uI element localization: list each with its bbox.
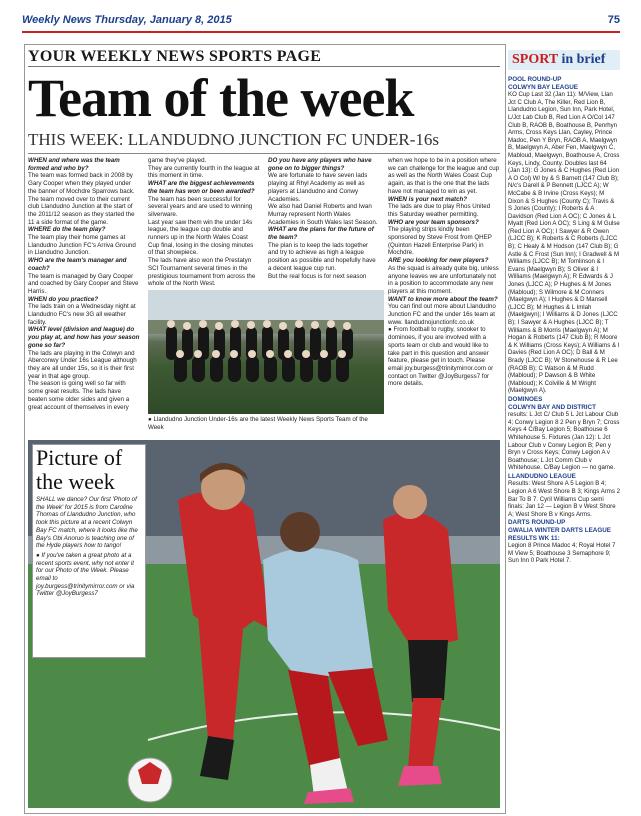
paragraph: The lads are due to play Rhos United this Saturday weather permitting. <box>388 203 491 218</box>
paragraph: The lads train on a Wednesday night at Llandudno FC's new 3G all weather facility. <box>28 303 136 326</box>
brief-heading: DARTS ROUND-UP <box>508 519 566 527</box>
paragraph: As the squad is already quite big, unless anyone leaves we are unfortunately not in a position to accommodate any new players at this moment. <box>388 264 499 295</box>
paragraph: game they've played. <box>148 157 207 164</box>
brief-text: results: L Jct C/ Club 5 L Jct Labour Club 4; Conwy Legion 8 2 Pen y Bryn 7; Cross Keys 4 C/Bay Legion 5; Boathouse 6 Whitehouse 5. Fixtures (Jan 12): L Jct Labour Club v Conwy Legion B; Pen y Bryn v Cross Keys; Conwy Legion A v Boathouse; L Jct Comm Club v Whitehouse. C/Bay Legion — no game. <box>508 411 620 472</box>
subheadline: THIS WEEK: LLANDUDNO JUNCTION FC UNDER-16s <box>28 130 500 154</box>
paragraph: The team was formed back in 2008 by Gary Cooper when they played under the banner of Mochdre Sparrows back. <box>28 172 135 195</box>
paragraph: WHO are the team's manager and coach? <box>28 257 127 272</box>
sidebar-title-in-brief: in brief <box>561 52 606 67</box>
paragraph: But the real focus is for next season <box>268 272 367 280</box>
brief-heading: COLWYN BAY AND DISTRICT <box>508 403 596 411</box>
masthead-title: Weekly News Thursday, January 8, 2015 <box>22 14 232 26</box>
paragraph: ARE you looking for new players? <box>388 257 489 265</box>
paragraph: when we hope to be in a position where we can challenge for the league and cup as well as the North Wales Coast Cup again, as that is the one that the lads have not managed to win as yet. <box>388 157 500 195</box>
picture-of-the-week-text <box>36 496 140 600</box>
paragraph: They are currently fourth in the league at this moment in time. <box>148 164 260 180</box>
paragraph: The playing strips kindly been sponsored by Steve Frost from QHEP (Quinton Hazell Enterprise Park) in Mochdre. <box>388 226 492 257</box>
paragraph: WHAT level (division and league) do you play at, and how has your season gone so far? <box>28 326 140 349</box>
paragraph: ● If you've taken a great photo at a recent sports event, why not enter it for our Photo of the Week. Please email to joy.burgess@trinitymirror.com or via Twitter @JoyBurgess7 <box>36 551 135 598</box>
team-photo <box>148 290 384 414</box>
brief-heading: COLWYN BAY LEAGUE <box>508 83 578 91</box>
brief-text: Results: West Shore A 5 Legion B 4; Legion A 6 West Shore B 3; Kings Arms 2 Bar To B 7. Cyril Williams Cup semi finals: Jan 12 — Legion B v West Shore A; West Shore B v Kings Arms. <box>508 480 621 518</box>
headline: Team of the week <box>28 68 414 128</box>
brief-text: Legion 8 Prince Madoc 4; Royal Hotel 7 M View 5; Boathouse 3 Semaphore 9; Sun Inn 0 Park Hotel 7. <box>508 542 616 565</box>
team-photo-caption: ● Llandudno Junction Under-16s are the latest Weekly News Sports Team of the Week <box>148 416 368 431</box>
article-column-2 <box>148 157 260 289</box>
paragraph: DO you have any players who have gone on to bigger things? <box>268 157 372 172</box>
paragraph: The lads have also won the Prestatyn SCI Tournament several times in the prestigious tournament from across the whole of the North West. <box>148 257 256 288</box>
paragraph: The team moved over to their current club Llandudno Junction at the start of the 2011/12 season as they started the 11 a side format of the game. <box>28 195 135 226</box>
paragraph: The season is going well so far with some great results. The lads have beaten some older sides and given a great account of themselves in every <box>28 380 130 411</box>
paragraph: WHEN and where was the team formed and who by? <box>28 157 120 172</box>
brief-heading: LLANDUDNO LEAGUE <box>508 472 576 480</box>
paragraph: The team has been successful for several years and are used to winning silverware. <box>148 195 253 218</box>
brief-heading: GWALIA WINTER DARTS LEAGUE RESULTS WK 11: <box>508 527 611 542</box>
paragraph: WANT to know more about the team? <box>388 295 498 303</box>
paragraph: WHEN is your next match? <box>388 195 468 203</box>
paragraph: You can find out more about Llandudno Junction FC and the under 16s team at www. llandudnojunctionfc.co.uk <box>388 303 496 326</box>
match-photo <box>28 440 500 808</box>
brief-heading: POOL ROUND-UP <box>508 76 562 83</box>
article-column-1 <box>28 157 140 443</box>
paragraph: Last year saw them win the under 14s league, the league cup double and runners up in the North Wales Coast Cup final, losing in the closing minutes of that showpiece. <box>148 218 254 257</box>
picture-of-the-week-title: Picture of the week <box>36 445 123 494</box>
paragraph: The team is managed by Gary Cooper and coached by Gary Cooper and Steve Harris. <box>28 272 139 295</box>
masthead <box>22 14 620 30</box>
sport-in-brief-sidebar <box>508 44 620 812</box>
paragraph: WHAT are the biggest achievements the team has won or been awarded? <box>148 180 255 195</box>
brief-heading: DOMINOES <box>508 395 543 403</box>
paragraph: SHALL we dance? Our first 'Photo of the Week' for 2015 is from Caroline Thomas of Llandudno Junction, who took this picture at a recent Colwyn Bay FC match, where it looks like the Bay's Obi Anoruo is teaching one of the Hyde players how to tango! <box>36 496 138 550</box>
sidebar-briefs <box>508 76 620 566</box>
article-column-3 <box>268 157 380 289</box>
paragraph: The team play their home games at Llandudno Junction FC's Arriva Ground in Llandudno Junction. <box>28 234 136 257</box>
page-number: 75 <box>607 14 620 26</box>
paragraph: ● From football to rugby, snooker to dominoes, if you are involved with a sports team or club and would like to take part in this question and answer feature, please get in touch. Please email joy.burgess@trinitymirror.com or contact on Twitter @JoyBurgess7 for more details. <box>388 326 494 388</box>
article-column-4 <box>388 157 500 443</box>
paragraph: WHO are your team sponsors? <box>388 218 479 226</box>
sidebar-title <box>512 52 605 68</box>
paragraph: The plan is to keep the lads together and try to achieve as high a league position as possible and hopefully have a decent league cup run. <box>268 241 376 272</box>
paragraph: WHAT are the plans for the future of the team? <box>268 226 374 242</box>
masthead-rule <box>22 31 620 33</box>
sidebar-title-sport: SPORT <box>512 52 558 67</box>
paragraph: We are fortunate to have seven lads playing at Rhyl Academy as well as players at Llandudno and Conwy Academies. <box>268 172 368 203</box>
paragraph: WHERE do the team play? <box>28 226 106 234</box>
paragraph: The lads are playing in the Colwyn and Aberconwy Under 16s League although they are all under 15s, so it is their first year in that age group. <box>28 349 137 380</box>
paragraph: We also had Daniel Roberts and Iwan Murray represent North Wales Academies in South Wales last Season. <box>268 203 378 226</box>
section-kicker: YOUR WEEKLY NEWS SPORTS PAGE <box>28 48 500 67</box>
brief-text: KO Cup Last 32 (Jan 11): M/View, Llan Jct C Club A, The Killer, Red Lion B, Llandudno Legion, Sun Inn, Park Hotel, L/Jct Lab Club B, Red Lion A O/Col 147 Club B, RAOB B, Boathouse B, Penrhyn Arms, Cross Keys Llan, Cayley, Prince Madoc, Pen Y Bryn, RAOB A, Maelgwyn B, Maelgwyn A, Aber Fen, Maelgwyn C, Mabloud, Maelgwyn, Boathouse A, Cross Keys, Lindy, County. Doubles last 64 (Jan 13): G Jones & C Hughes (Red Lion A O Col) W/ by & S Barnett (147 Club B); N/c's Darell & P Bennett (LJCC A); W McCabe & B Irvine (Cross Keys); M Dixon & S Hughes (County C); Travis & S Jones (County); I Roberts & A Davidson (Red Lion A OC); C Jones & L Myatt (Red Lion A OC); S Ling & M Gulse (Red Lion A OC); I Sawyer & R Owen (LJCC B); K Roberts & C Roberts (LJCC B); C Healy & M Hodson (147 Club B); G Astle & C Frost (Sun Inn); I Gradwell & M Williams (LJCC B); M Tomlinson & I Evans (Maelgwyn B); S Oliver & I Williams (Maelgwyn A); R Edwards & J Jones (LJCC A); P Hughes & M Jones (Mabloud); S Wilmore & M Conners (Maelgwyn A); I Hughes & D Mansell (LJCC B); M Hughes & L Imlah (Maelgwyn); I Williams & D Jones (LJCC B); I Sawyer & A Hughes (LJCC B); T Williams & B Morris (Maelgwyn A); M Hogan & Roberts (147 Club B); R Moore & K Williams (Cross Keys); A Williams & I Davies (Red Lion A OC); D Ball & M Brady (LJCC B); W Stonehouse & R Lee (RAOB B); C Watson & M Rudd (Mabloud); P Dawson & B White (Mabloud); K Colville & M Wright (Maelgwyn A). <box>508 91 620 395</box>
paragraph: WHEN do you practice? <box>28 295 99 303</box>
team-photo-illustration <box>148 290 384 414</box>
